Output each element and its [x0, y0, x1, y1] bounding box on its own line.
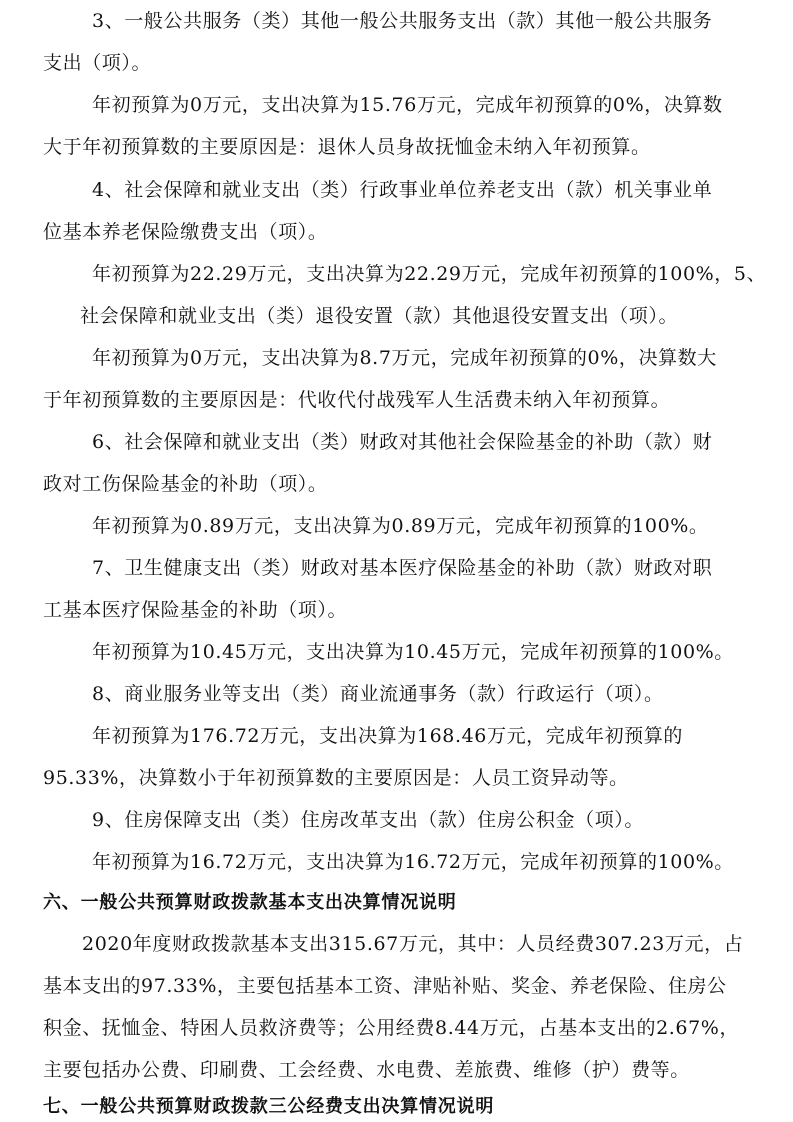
paragraph-line: 95.33%，决算数小于年初预算数的主要原因是：人员工资异动等。	[43, 767, 629, 789]
paragraph-line: 2020年度财政拨款基本支出315.67万元，其中：人员经费307.23万元，占	[82, 933, 744, 955]
paragraph-line: 基本支出的97.33%，主要包括基本工资、津贴补贴、奖金、养老保险、住房公	[43, 975, 727, 997]
paragraph-line: 于年初预算数的主要原因是：代收代付战残军人生活费未纳入年初预算。	[43, 389, 671, 411]
paragraph-line: 年初预算为10.45万元，支出决算为10.45万元，完成年初预算的100%。	[92, 641, 734, 663]
section-heading: 七、一般公共预算财政拨款三公经费支出决算情况说明	[43, 1096, 495, 1117]
paragraph-line: 4、社会保障和就业支出（类）行政事业单位养老支出（款）机关事业单	[92, 179, 713, 201]
paragraph-line: 8、商业服务业等支出（类）商业流通事务（款）行政运行（项）。	[92, 683, 664, 705]
paragraph-line: 积金、抚恤金、特困人员救济费等；公用经费8.44万元，占基本支出的2.67%，	[43, 1017, 740, 1039]
paragraph-line: 年初预算为0.89万元，支出决算为0.89万元，完成年初预算的100%。	[92, 515, 709, 537]
paragraph-line: 年初预算为0万元，支出决算为15.76万元，完成年初预算的0%，决算数	[92, 94, 723, 116]
paragraph-line: 支出（项）。	[43, 52, 152, 74]
paragraph-line: 政对工伤保险基金的补助（项）。	[43, 473, 328, 495]
paragraph-line: 6、社会保障和就业支出（类）财政对其他社会保险基金的补助（款）财	[92, 431, 713, 453]
paragraph-line: 年初预算为16.72万元，支出决算为16.72万元，完成年初预算的100%。	[92, 851, 734, 873]
paragraph-line: 7、卫生健康支出（类）财政对基本医疗保险基金的补助（款）财政对职	[92, 557, 713, 579]
paragraph-line: 9、住房保障支出（类）住房改革支出（款）住房公积金（项）。	[92, 809, 644, 831]
paragraph-line: 社会保障和就业支出（类）退役安置（款）其他退役安置支出（项）。	[80, 305, 679, 327]
section-heading: 六、一般公共预算财政拨款基本支出决算情况说明	[43, 892, 457, 913]
paragraph-line: 年初预算为22.29万元，支出决算为22.29万元，完成年初预算的100%，5、	[92, 263, 767, 285]
paragraph-line: 主要包括办公费、印刷费、工会经费、水电费、差旅费、维修（护）费等。	[43, 1059, 690, 1081]
paragraph-line: 位基本养老保险缴费支出（项）。	[43, 221, 328, 243]
paragraph-line: 大于年初预算数的主要原因是：退休人员身故抚恤金未纳入年初预算。	[43, 136, 651, 158]
paragraph-line: 年初预算为0万元，支出决算为8.7万元，完成年初预算的0%，决算数大	[92, 347, 717, 369]
paragraph-line: 年初预算为176.72万元，支出决算为168.46万元，完成年初预算的	[92, 725, 683, 747]
paragraph-line: 工基本医疗保险基金的补助（项）。	[43, 599, 348, 621]
paragraph-line: 3、一般公共服务（类）其他一般公共服务支出（款）其他一般公共服务	[92, 10, 713, 32]
